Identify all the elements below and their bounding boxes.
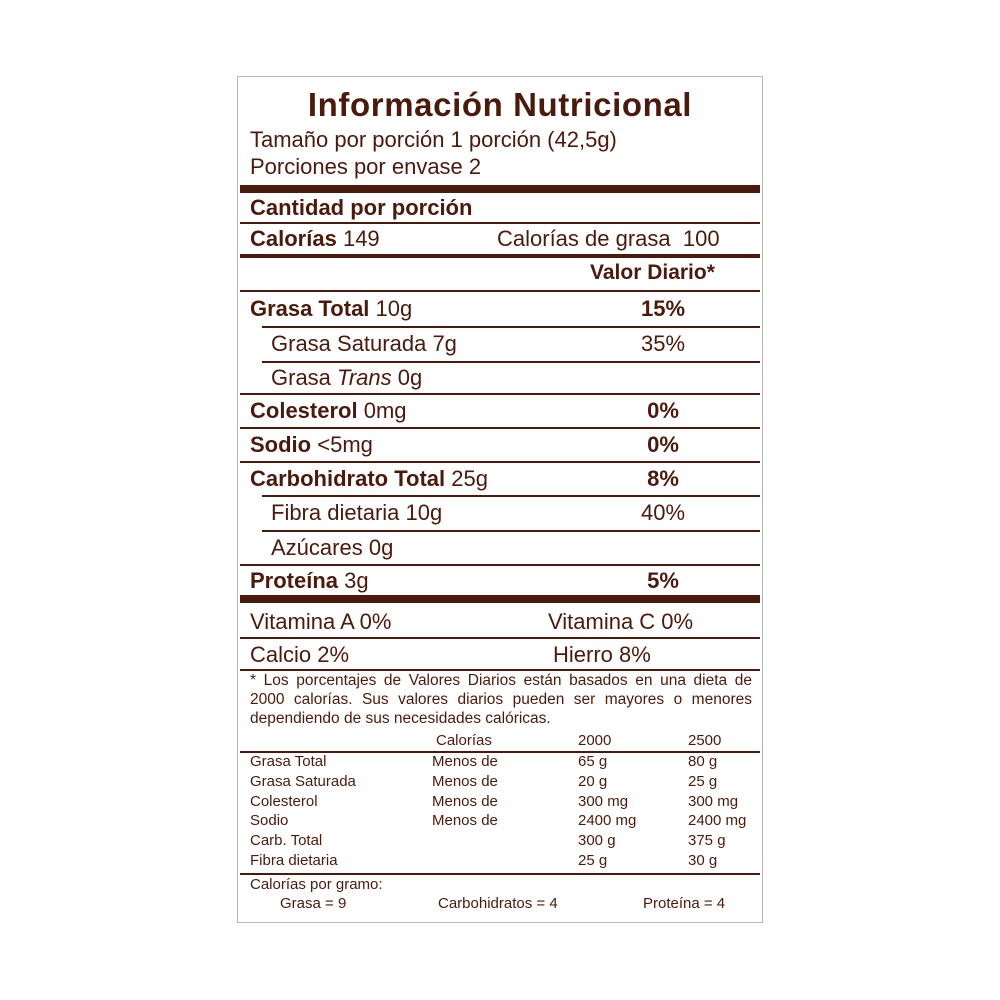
dv-table-header-2500: 2500 (688, 732, 722, 749)
dv-row-name: Sodio (250, 812, 289, 829)
nutrient-amount: 0g (397, 365, 423, 390)
dv-row-2000: 300 g (578, 832, 616, 849)
dv-row-qualifier: Menos de (432, 793, 498, 810)
nutrient-name: Grasa (271, 365, 331, 390)
nutrient-amount: 10g (375, 296, 413, 321)
nutrient-dv: 0% (647, 398, 679, 423)
nutrient-row-fiber (271, 500, 442, 526)
nutrient-name: Sodio (250, 432, 312, 457)
nutrient-amount: <5mg (317, 432, 373, 457)
nutrient-dv: 8% (647, 466, 679, 491)
dv-row-2000: 300 mg (578, 793, 629, 810)
calories-per-gram-label: Calorías por gramo: (250, 876, 383, 893)
dv-row-2500: 25 g (688, 773, 718, 790)
dv-row-2000: 65 g (578, 753, 608, 770)
nutrient-amount: 10g (405, 500, 443, 525)
thick-divider (240, 595, 760, 603)
dv-row-2500: 30 g (688, 852, 718, 869)
dv-row-name: Grasa Saturada (250, 773, 356, 790)
nutrient-name: Fibra dietaria (271, 500, 400, 525)
divider (240, 393, 760, 395)
divider (240, 873, 760, 875)
calories-value: 149 (342, 226, 380, 251)
nutrient-amount: 0g (368, 535, 394, 560)
calories-label: Calorías (250, 226, 337, 251)
divider (240, 637, 760, 639)
footnote-line-1: * Los porcentajes de Valores Diarios están basados en una dieta de (250, 672, 752, 689)
nutrient-name: Grasa Total (250, 296, 370, 321)
divider (262, 530, 760, 532)
nutrient-row-sugars (271, 535, 393, 561)
dv-row-name: Grasa Total (250, 753, 327, 770)
divider (262, 326, 760, 328)
dv-row-name: Fibra dietaria (250, 852, 338, 869)
dv-row-name: Colesterol (250, 793, 318, 810)
dv-table-header-2000: 2000 (578, 732, 612, 749)
dv-row-2000: 20 g (578, 773, 608, 790)
dv-row-2500: 2400 mg (688, 812, 747, 829)
nutrient-row-protein (250, 568, 369, 594)
nutrient-name: Colesterol (250, 398, 358, 423)
calories-row (250, 226, 380, 252)
nutrient-row-total-carbs (250, 466, 488, 492)
nutrient-amount: 3g (344, 568, 369, 593)
footnote-line-2: 2000 calorías. Sus valores diarios pueden ser mayores o menores (250, 691, 752, 708)
dv-table-header-calories: Calorías (436, 732, 492, 749)
amount-per-serving: Cantidad por porción (250, 195, 473, 220)
divider (240, 290, 760, 292)
calories-per-gram-protein: Proteína = 4 (643, 895, 726, 912)
nutrient-dv: 15% (640, 296, 686, 321)
nutrient-name-italic: Trans (337, 365, 392, 390)
serving-size: Tamaño por porción 1 porción (42,5g) (250, 127, 617, 152)
nutrient-dv: 0% (647, 432, 679, 457)
divider (240, 461, 760, 463)
vitamin-a: Vitamina A 0% (250, 609, 392, 634)
nutrient-row-total-fat (250, 296, 412, 322)
daily-value-header: Valor Diario* (590, 261, 715, 284)
footnote (250, 671, 752, 728)
nutrient-dv: 40% (640, 500, 686, 525)
divider (262, 361, 760, 363)
dv-row-2500: 300 mg (688, 793, 739, 810)
dv-row-2500: 80 g (688, 753, 718, 770)
nutrient-row-trans-fat (271, 365, 422, 391)
dv-row-qualifier: Menos de (432, 773, 498, 790)
dv-row-name: Carb. Total (250, 832, 323, 849)
label-title: Información Nutricional (307, 86, 693, 123)
nutrient-amount: 0mg (363, 398, 407, 423)
nutrient-name: Azúcares (271, 535, 363, 560)
nutrient-name: Carbohidrato Total (250, 466, 446, 491)
nutrient-name: Grasa Saturada (271, 331, 427, 356)
thick-divider (240, 185, 760, 193)
nutrient-row-sodium (250, 432, 373, 458)
nutrient-row-cholesterol (250, 398, 407, 424)
fat-calories-label: Calorías de grasa (497, 226, 671, 251)
nutrient-dv: 35% (640, 331, 686, 356)
footnote-line-3: dependiendo de sus necesidades calóricas. (250, 710, 551, 727)
medium-divider (240, 254, 760, 258)
nutrient-name: Proteína (250, 568, 339, 593)
fat-calories (497, 226, 720, 252)
nutrient-row-saturated-fat (271, 331, 457, 357)
vitamin-c: Vitamina C 0% (548, 609, 694, 634)
nutrition-facts-label (237, 76, 763, 923)
dv-row-2000: 25 g (578, 852, 608, 869)
fat-calories-value: 100 (682, 226, 720, 251)
divider (240, 564, 760, 566)
iron: Hierro 8% (553, 642, 651, 667)
divider (240, 222, 760, 224)
dv-row-2500: 375 g (688, 832, 726, 849)
calories-per-gram-carbs: Carbohidratos = 4 (438, 895, 558, 912)
divider (240, 427, 760, 429)
divider (262, 495, 760, 497)
calcium: Calcio 2% (250, 642, 350, 667)
nutrient-dv: 5% (647, 568, 679, 593)
dv-row-qualifier: Menos de (432, 812, 498, 829)
dv-row-qualifier: Menos de (432, 753, 498, 770)
servings-per-container: Porciones por envase 2 (250, 154, 482, 179)
calories-per-gram-fat: Grasa = 9 (280, 895, 347, 912)
dv-row-2000: 2400 mg (578, 812, 637, 829)
nutrient-amount: 7g (432, 331, 457, 356)
nutrient-amount: 25g (451, 466, 488, 491)
